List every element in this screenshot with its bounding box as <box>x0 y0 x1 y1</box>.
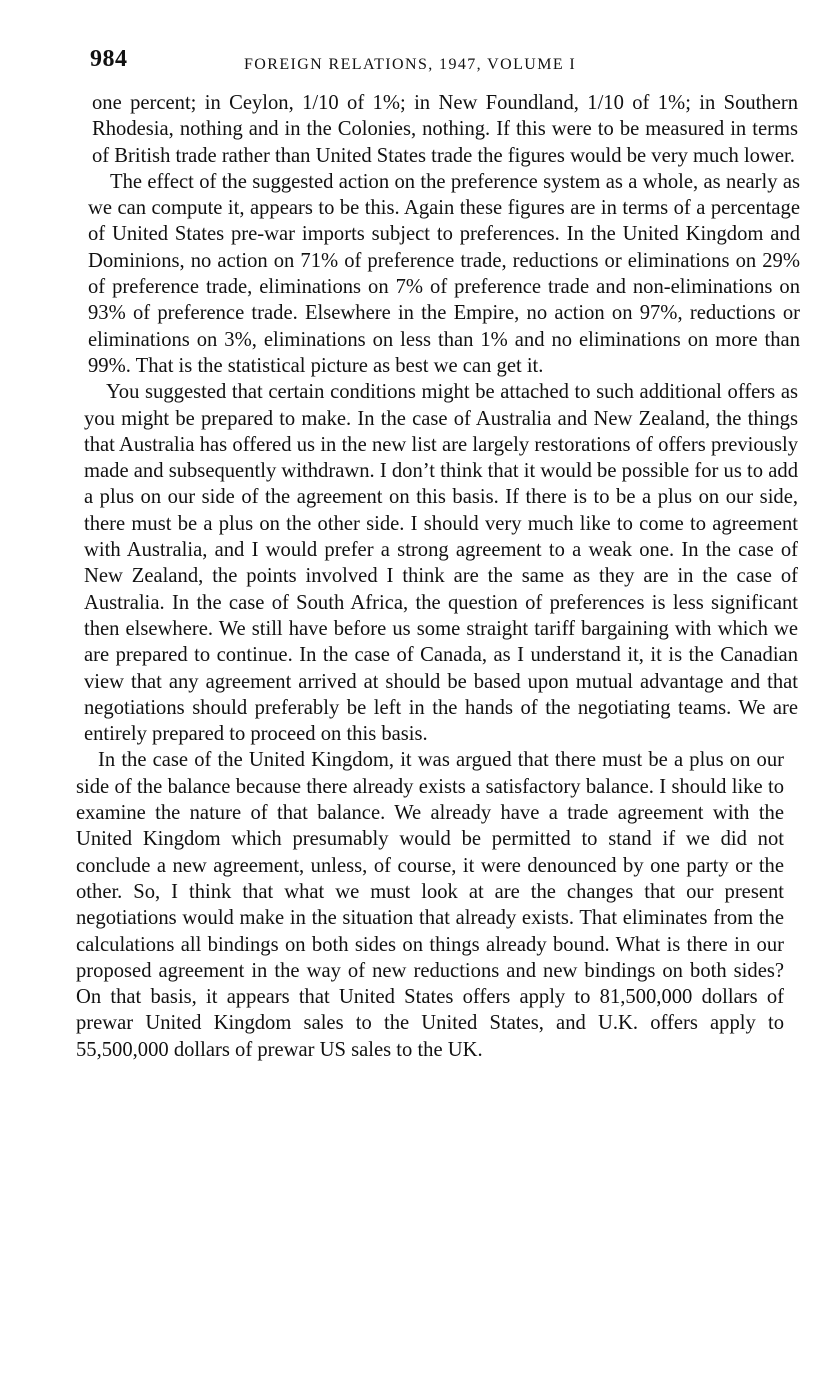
paragraph: The effect of the suggested action on the preference system as a whole, as nearly as we can compute it, appears to be this. Again these figures are in terms of a percentage of United States pre-war imports subject to preferences. In the United Kingdom and Dominions, no action on 71% of preference trade, reductions or eliminations on 29% of preference trade, eliminations on 7% of preference trade and non-eliminations on 93% of preference trade. Elsewhere in the Empire, no action on 97%, reductions or eliminations on 3%, eliminations on less than 1% and no eliminations on more than 99%. That is the statistical picture as best we can get it. <box>88 170 800 377</box>
running-title: FOREIGN RELATIONS, 1947, VOLUME I <box>244 56 577 73</box>
page-number: 984 <box>90 46 128 72</box>
paragraph: In the case of the United Kingdom, it was argued that there must be a plus on our side of the balance because there already exists a satisfactory balance. I should like to examine the nature of that balance. We already have a trade agreement with the United Kingdom which presumably would be permitted to stand if we did not conclude a new agreement, unless, of course, it were denounced by one party or the other. So, I think that what we must look at are the changes that our present negotiations would make in the situation that already exists. That eliminates from the calculations all bindings on both sides on things already bound. What is there in our proposed agreement in the way of new reductions and new bindings on both sides? On that basis, it appears that United States offers apply to 81,500,000 dollars of prewar United Kingdom sales to the United States, and U.K. offers apply to 55,500,000 dollars of prewar US sales to the UK. <box>76 749 784 1061</box>
paragraph: one percent; in Ceylon, 1/10 of 1%; in New Foundland, 1/10 of 1%; in Southern Rhodesia, nothing and in the Colonies, nothing. If this were to be measured in terms of British trade rather than United States trade the figures would be very much lower. <box>92 92 798 167</box>
paragraph: You suggested that certain conditions might be attached to such additional offers as you might be prepared to make. In the case of Australia and New Zealand, the things that Australia has offered us in the new list are largely restorations of offers previously made and subsequently withdrawn. I don’t think that it would be possible for us to add a plus on our side of the agreement on this basis. If there is to be a plus on our side, there must be a plus on the other side. I should very much like to come to agreement with Australia, and I would prefer a strong agreement to a weak one. In the case of New Zealand, the points involved I think are the same as they are in the case of Australia. In the case of South Africa, the question of preferences is less significant then elsewhere. We still have before us some straight tariff bargaining with which we are prepared to continue. In the case of Canada, as I understand it, it is the Canadian view that any agreement arrived at should be based upon mutual advantage and that negotiations should preferably be left in the hands of the negotiating teams. We are entirely prepared to proceed on this basis. <box>84 381 798 746</box>
running-head <box>76 40 800 90</box>
body-text <box>76 90 800 1063</box>
document-page <box>76 40 800 1063</box>
